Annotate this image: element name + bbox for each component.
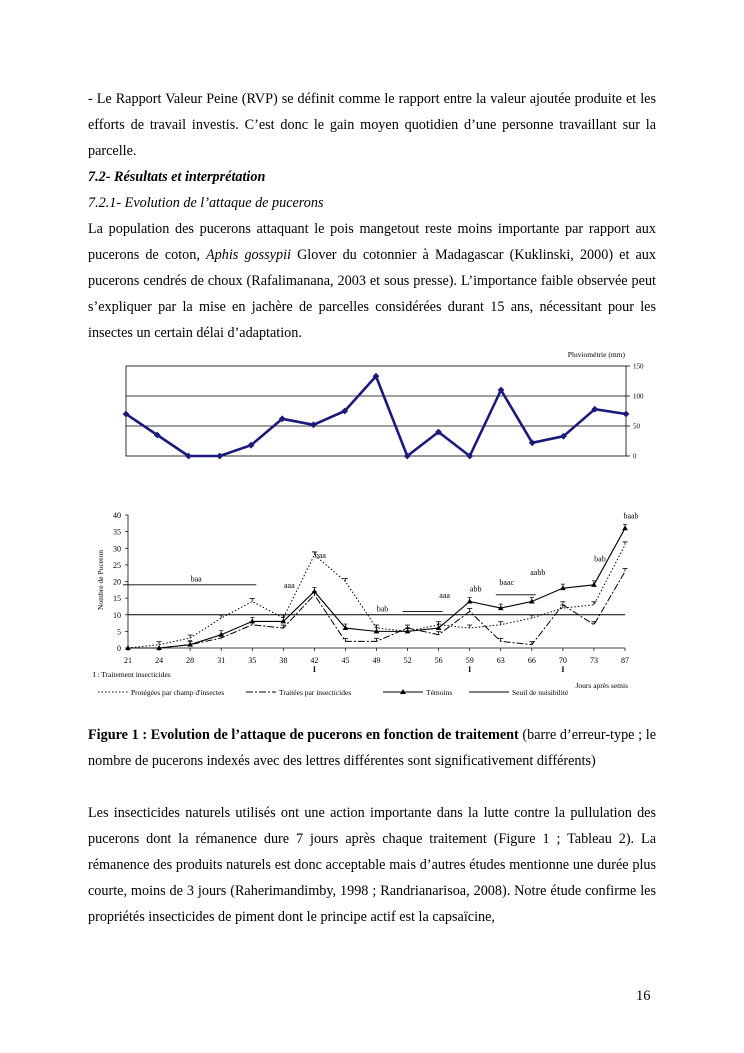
- intro-part2: Glover du cotonnier à Madagascar (Kuklinski, 2000) et aux pucerons cendrés de choux (Rafalimanana, 2003 et sous presse). L’importance faible observée peut s’expliquer par la mise en jachère de parcelles considérées durant 15 ans, nécessitant pour les insectes un certain délai d’adaptation.: [88, 247, 656, 341]
- treatment-note: I : Traitement insecticides: [93, 670, 171, 679]
- treatment-marker: I: [561, 665, 565, 674]
- aphid-x-tick-label: 38: [279, 656, 288, 665]
- legend-label: Témoins: [426, 688, 453, 697]
- aphid-y-tick-label: 30: [113, 544, 121, 554]
- significance-label: baa: [314, 551, 326, 561]
- aphid-x-tick-label: 52: [403, 656, 412, 665]
- significance-label: baa: [190, 574, 202, 584]
- rainfall-tick-label: 100: [633, 392, 644, 401]
- significance-label: baab: [623, 511, 639, 521]
- caption-rest: (barre d’erreur-type ; le nombre de pucerons indexés avec des lettres différentes sont significativement différents): [88, 727, 656, 769]
- aphid-y-tick-label: 40: [113, 511, 121, 520]
- aphid-x-tick-label: 70: [558, 656, 567, 665]
- rainfall-tick-label: 0: [633, 452, 637, 461]
- aphid-x-tick-label: 59: [465, 656, 474, 665]
- aphid-x-tick-label: 63: [496, 656, 505, 665]
- aphid-series: [125, 524, 628, 650]
- aphid-y-tick-label: 0: [117, 644, 121, 653]
- section-title: 7.2- Résultats et interprétation: [88, 169, 266, 185]
- aphid-y-tick-label: 15: [113, 594, 121, 604]
- aphid-x-tick-label: 24: [155, 656, 164, 665]
- significance-label: bab: [376, 604, 389, 614]
- rainfall-tick-label: 150: [633, 362, 644, 371]
- paragraph-discussion: Les insecticides naturels utilisés ont une action importante dans la lutte contre la pullulation des pucerons dont la rémanence dure 7 jours après chaque traitement (Figure 1 ; Tableau 2). La rémanence des produits naturels est donc acceptable mais d’autres études mentionne une durée plus courte, moins de 3 jours (Raherimandimby, 1998 ; Randrianarisoa, 2008). Notre étude confirme les propriétés insecticides de piment dont le principe actif est la capsaïcine,: [88, 805, 656, 925]
- aphid-x-tick-label: 73: [589, 656, 598, 665]
- intro-part1: La population des pucerons attaquant le pois mangetout reste moins importante par rapport aux pucerons de coton,: [88, 221, 656, 263]
- paragraph-intro: [88, 216, 656, 346]
- significance-label: baac: [499, 577, 515, 587]
- aphid-y-tick-label: 25: [113, 560, 121, 570]
- aphid-x-tick-label: 21: [124, 656, 132, 665]
- significance-label: aaa: [439, 591, 450, 601]
- paragraph-rvp: - Le Rapport Valeur Peine (RVP) se définit comme le rapport entre la valeur ajoutée produite et les efforts de travail investis. C’est donc le gain moyen quotidien d’une personne travaillant sur la parcelle.: [88, 91, 656, 159]
- aphid-x-axis-label: Jours après semis: [575, 681, 628, 690]
- rainfall-point: [623, 411, 630, 418]
- aphid-x-tick-label: 45: [341, 656, 350, 665]
- rainfall-chart-title: Pluviométrie (mm): [567, 350, 625, 359]
- aphid-x-tick-label: 42: [310, 656, 319, 665]
- aphid-x-tick-label: 35: [248, 656, 257, 665]
- significance-label: aaa: [283, 581, 295, 591]
- aphid-y-axis-label: Nombre de Puceron: [96, 550, 105, 610]
- legend-label: Traitées par insecticides: [279, 688, 352, 697]
- aphid-x-tick-label: 87: [621, 656, 629, 665]
- caption-title: Figure 1 : Evolution de l’attaque de pucerons en fonction de traitement: [88, 727, 519, 743]
- rainfall-line: [126, 376, 626, 456]
- aphid-annotations: [123, 511, 639, 674]
- aphid-legend: [98, 688, 569, 697]
- rainfall-y-axis: [626, 363, 644, 461]
- figure-caption: [88, 722, 656, 774]
- legend-label: Seuil de nuisibilité: [512, 688, 569, 697]
- treatment-marker: I: [468, 665, 472, 674]
- aphid-x-tick-label: 66: [527, 656, 536, 665]
- page-number: 16: [636, 988, 651, 1004]
- aphid-chart: [88, 505, 648, 703]
- aphid-y-tick-label: 5: [117, 627, 121, 637]
- rainfall-chart: [110, 346, 660, 468]
- significance-label: abb: [469, 584, 482, 594]
- significance-label: bab: [594, 554, 606, 564]
- aphid-y-tick-label: 20: [113, 577, 121, 587]
- aphid-y-tick-label: 10: [113, 610, 121, 620]
- aphid-x-tick-label: 49: [372, 656, 381, 665]
- treatment-marker: I: [312, 665, 316, 674]
- aphid-y-tick-label: 35: [113, 527, 121, 537]
- significance-label: aabb: [530, 567, 546, 577]
- rainfall-series: [123, 373, 630, 460]
- aphid-x-tick-label: 28: [186, 656, 195, 665]
- rainfall-tick-label: 50: [633, 422, 640, 431]
- species-name: Aphis gossypii: [206, 247, 291, 263]
- rainfall-point: [216, 453, 223, 460]
- legend-label: Protégées par champ d'insectes: [131, 688, 225, 697]
- subsection-title: 7.2.1- Evolution de l’attaque de pucerons: [88, 195, 324, 211]
- aphid-x-tick-label: 56: [434, 656, 443, 665]
- aphid-x-tick-label: 31: [217, 656, 226, 665]
